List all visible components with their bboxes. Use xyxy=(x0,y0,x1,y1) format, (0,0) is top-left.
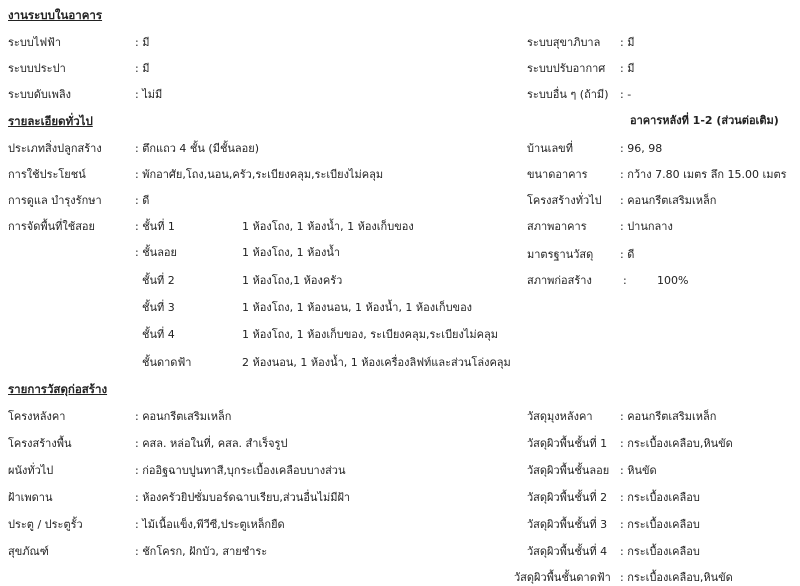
value-floor-finish-4: : กระเบื้องเคลือบ xyxy=(620,545,700,558)
value-walls: : ก่ออิฐฉาบปูนทาสี,บุกระเบื้องเคลือบบางส่วน xyxy=(135,464,346,477)
value-fire: : ไม่มี xyxy=(135,88,163,101)
floor-desc: 1 ห้องโถง, 1 ห้องนอน, 1 ห้องน้ำ, 1 ห้องเก็บของ xyxy=(242,301,473,314)
label-house-number: บ้านเลขที่ xyxy=(527,142,573,155)
label-walls: ผนังทั่วไป xyxy=(8,464,54,477)
value-floor-finish-rooftop: : กระเบื้องเคลือบ,หินขัด xyxy=(620,571,733,584)
floor-label: ชั้นที่ 4 xyxy=(142,328,175,341)
label-floor-finish-mezzanine: วัสดุผิวพื้นชั้นลอย xyxy=(527,464,610,477)
label-aircon: ระบบปรับอากาศ xyxy=(527,62,606,75)
value-ceiling: : ห้องครัวยิปซั่มบอร์ดฉาบเรียบ,ส่วนอื่นไม่มีฝ้า xyxy=(135,491,351,504)
label-sanitaryware: สุขภัณฑ์ xyxy=(8,545,49,558)
value-building-size: : กว้าง 7.80 เมตร ลึก 15.00 เมตร xyxy=(620,168,787,181)
label-electric: ระบบไฟฟ้า xyxy=(8,36,62,49)
floor-label: : ชั้นลอย xyxy=(135,246,177,259)
floor-desc: 1 ห้องโถง, 1 ห้องน้ำ xyxy=(242,246,341,259)
section-title-materials: รายการวัสดุก่อสร้าง xyxy=(8,382,108,396)
value-water: : มี xyxy=(135,62,150,75)
section-title-general: รายละเอียดทั่วไป xyxy=(8,114,93,128)
building-title: อาคารหลังที่ 1-2 (ส่วนต่อเติม) xyxy=(630,114,779,127)
label-material-standard: มาตรฐานวัสดุ xyxy=(527,248,594,261)
label-ceiling: ฝ้าเพดาน xyxy=(8,491,53,504)
label-fire: ระบบดับเพลิง xyxy=(8,88,72,101)
floor-desc: 1 ห้องโถง, 1 ห้องน้ำ, 1 ห้องเก็บของ xyxy=(242,220,414,233)
value-other-system: : - xyxy=(620,88,632,101)
label-construction-progress: สภาพก่อสร้าง xyxy=(527,274,592,287)
floor-desc: 1 ห้องโถง,1 ห้องครัว xyxy=(242,274,343,287)
floor-label: ชั้นที่ 2 xyxy=(142,274,175,287)
label-doors: ประตู / ประตูรั้ว xyxy=(8,518,83,531)
value-house-number: : 96, 98 xyxy=(620,142,663,155)
value-material-standard: : ดี xyxy=(620,248,635,261)
label-other-system: ระบบอื่น ๆ (ถ้ามี) xyxy=(527,88,609,101)
value-construction-progress: 100% xyxy=(657,274,689,287)
value-maintenance: : ดี xyxy=(135,194,150,207)
value-floor-finish-2: : กระเบื้องเคลือบ xyxy=(620,491,700,504)
value-usage: : พักอาศัย,โถง,นอน,ครัว,ระเบียงคลุม,ระเบียงไม่คลุม xyxy=(135,168,384,181)
label-floor-finish-2: วัสดุผิวพื้นชั้นที่ 2 xyxy=(527,491,608,504)
value-floor-finish-mezzanine: : หินขัด xyxy=(620,464,657,477)
floor-desc: 1 ห้องโถง, 1 ห้องเก็บของ, ระเบียงคลุม,ระเบียงไม่คลุม xyxy=(242,328,499,341)
label-roof-structure: โครงหลังคา xyxy=(8,410,66,423)
value-sanitaryware: : ชักโครก, ฝักบัว, สายชำระ xyxy=(135,545,268,558)
floor-desc: 2 ห้องนอน, 1 ห้องน้ำ, 1 ห้องเครื่องลิฟท์และส่วนโล่งคลุม xyxy=(242,356,511,369)
label-sanitary: ระบบสุขาภิบาล xyxy=(527,36,601,49)
label-condition: สภาพอาคาร xyxy=(527,220,587,233)
label-structure: โครงสร้างทั่วไป xyxy=(527,194,602,207)
label-floor-finish-4: วัสดุผิวพื้นชั้นที่ 4 xyxy=(527,545,608,558)
label-building-type: ประเภทสิ่งปลูกสร้าง xyxy=(8,142,102,155)
label-floor-finish-3: วัสดุผิวพื้นชั้นที่ 3 xyxy=(527,518,608,531)
value-floor-finish-3: : กระเบื้องเคลือบ xyxy=(620,518,700,531)
value-sanitary: : มี xyxy=(620,36,635,49)
floor-label: : ชั้นที่ 1 xyxy=(135,220,175,233)
floor-label: ชั้นดาดฟ้า xyxy=(142,356,192,369)
label-roofing: วัสดุมุงหลังคา xyxy=(527,410,593,423)
label-floor-structure: โครงสร้างพื้น xyxy=(8,437,72,450)
value-structure: : คอนกรีตเสริมเหล็ก xyxy=(620,194,717,207)
floor-label: ชั้นที่ 3 xyxy=(142,301,175,314)
value-aircon: : มี xyxy=(620,62,635,75)
label-maintenance: การดูแล บำรุงรักษา xyxy=(8,194,102,207)
label-usage: การใช้ประโยชน์ xyxy=(8,168,86,181)
section-title-systems: งานระบบในอาคาร xyxy=(8,8,103,22)
label-floor-finish-rooftop: วัสดุผิวพื้นชั้นดาดฟ้า xyxy=(514,571,611,584)
value-floor-structure: : คสล. หล่อในที่, คสล. สำเร็จรูป xyxy=(135,437,288,450)
value-roofing: : คอนกรีตเสริมเหล็ก xyxy=(620,410,717,423)
value-doors: : ไม้เนื้อแข็ง,พีวีซี,ประตูเหล็กยืด xyxy=(135,518,285,531)
value-roof-structure: : คอนกรีตเสริมเหล็ก xyxy=(135,410,232,423)
value-condition: : ปานกลาง xyxy=(620,220,673,233)
value-building-type: : ตึกแถว 4 ชั้น (มีชั้นลอย) xyxy=(135,142,260,155)
value-electric: : มี xyxy=(135,36,150,49)
label-water: ระบบประปา xyxy=(8,62,66,75)
label-building-size: ขนาดอาคาร xyxy=(527,168,588,181)
label-space-allocation: การจัดพื้นที่ใช้สอย xyxy=(8,220,95,233)
value-floor-finish-1: : กระเบื้องเคลือบ,หินขัด xyxy=(620,437,733,450)
label-floor-finish-1: วัสดุผิวพื้นชั้นที่ 1 xyxy=(527,437,608,450)
value-construction-progress-colon: : xyxy=(623,274,627,287)
